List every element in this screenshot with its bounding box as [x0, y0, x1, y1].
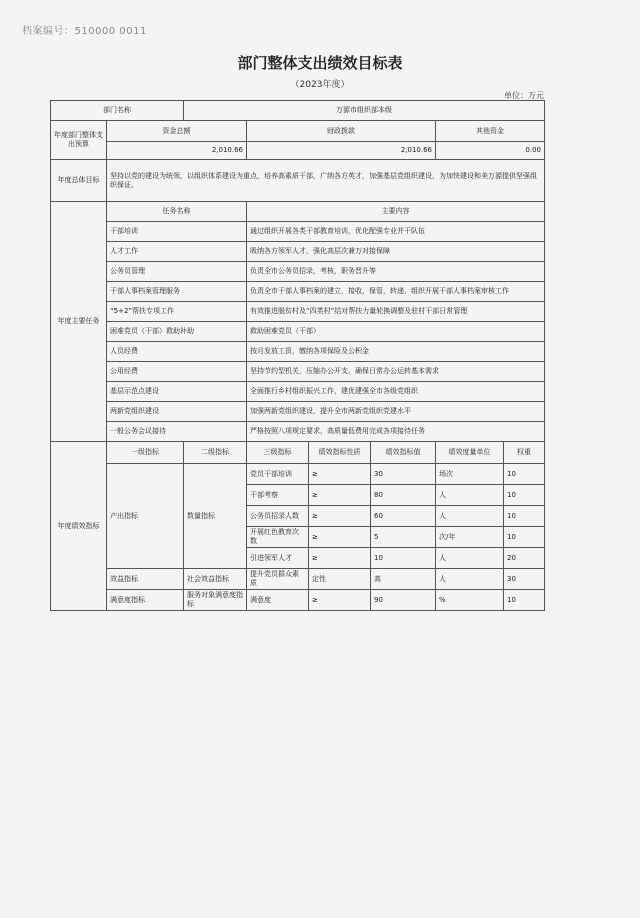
kpi-benefit-l2: 社会效益指标 — [184, 569, 247, 590]
task-row — [51, 222, 545, 242]
kpi-value: 高 — [371, 569, 436, 590]
report-year: （2023年度） — [290, 80, 350, 90]
kpi-nature: ≥ — [309, 527, 371, 548]
task-row — [51, 402, 545, 422]
kpi-weight: 20 — [504, 548, 545, 569]
kpi-unit: 人 — [436, 485, 504, 506]
kpi-value-header: 绩效指标值 — [371, 442, 436, 464]
task-name: 人才工作 — [107, 242, 247, 262]
kpi-value: 5 — [371, 527, 436, 548]
task-row — [51, 382, 545, 402]
kpi-value: 10 — [371, 548, 436, 569]
kpi-value: 30 — [371, 464, 436, 485]
kpi-weight-header: 权重 — [504, 442, 545, 464]
task-content: 救助困难党员（干部） — [247, 322, 545, 342]
kpi-output-l2: 数量指标 — [184, 464, 247, 569]
task-content: 严格按照八项规定要求，高质量低费用完成各项接待任务 — [247, 422, 545, 442]
task-content: 全面推行乡村组织振兴工作，建优建强全市各级党组织 — [247, 382, 545, 402]
budget-total-header: 资金总额 — [107, 121, 247, 142]
dept-label: 部门名称 — [51, 101, 184, 121]
budget-value-row — [51, 142, 545, 160]
kpi-nature: ≥ — [309, 590, 371, 611]
performance-target-table — [50, 100, 545, 611]
task-name-header: 任务名称 — [107, 202, 247, 222]
kpi-output-l1: 产出指标 — [107, 464, 184, 569]
kpi-l3-header: 三级指标 — [247, 442, 309, 464]
kpi-satisfaction-row — [51, 590, 545, 611]
task-row — [51, 302, 545, 322]
dept-value: 万源市组织部本级 — [184, 101, 545, 121]
budget-fiscal-header: 财政拨款 — [247, 121, 436, 142]
goal-row — [51, 160, 545, 202]
kpi-name: 公务员招录人数 — [247, 506, 309, 527]
task-content: 吸纳各方领军人才，强化高层次兼万对接保障 — [247, 242, 545, 262]
kpi-weight: 10 — [504, 506, 545, 527]
task-row — [51, 262, 545, 282]
task-name: 干部人事档案管理服务 — [107, 282, 247, 302]
page-title: 部门整体支出绩效目标表 — [237, 54, 403, 72]
kpi-nature: ≥ — [309, 548, 371, 569]
kpi-unit: 次/年 — [436, 527, 504, 548]
kpi-unit: 人 — [436, 548, 504, 569]
task-name: 公务员管理 — [107, 262, 247, 282]
kpi-header-row — [51, 442, 545, 464]
task-name: 两新党组织建设 — [107, 402, 247, 422]
kpi-unit: 人 — [436, 506, 504, 527]
kpi-weight: 10 — [504, 485, 545, 506]
goal-label: 年度总体目标 — [51, 160, 107, 202]
task-row — [51, 342, 545, 362]
task-content: 负责全市干部人事档案的建立，接收，保管，转递，组织开展干部人事档案审核工作 — [247, 282, 545, 302]
task-name: 干部培训 — [107, 222, 247, 242]
kpi-benefit-l1: 效益指标 — [107, 569, 184, 590]
kpi-weight: 10 — [504, 527, 545, 548]
task-content: 负责全市公务员招录，考核，职务晋升等 — [247, 262, 545, 282]
budget-label: 年度部门整体支出预算 — [51, 121, 107, 160]
kpi-l2-header: 二级指标 — [184, 442, 247, 464]
task-content-header: 主要内容 — [247, 202, 545, 222]
task-content: 按月发放工资，缴纳各项保险及公积金 — [247, 342, 545, 362]
kpi-unit: 场次 — [436, 464, 504, 485]
kpi-nature: ≥ — [309, 506, 371, 527]
task-row — [51, 422, 545, 442]
task-name: “5+2”帮扶专项工作 — [107, 302, 247, 322]
kpi-nature: ≥ — [309, 485, 371, 506]
task-name: 一般公务会议接待 — [107, 422, 247, 442]
kpi-name: 开展红色教育次数 — [247, 527, 309, 548]
task-row — [51, 362, 545, 382]
kpi-value: 90 — [371, 590, 436, 611]
kpi-weight: 30 — [504, 569, 545, 590]
task-row — [51, 242, 545, 262]
kpi-weight: 10 — [504, 590, 545, 611]
task-name: 困难党员（干部）救助补助 — [107, 322, 247, 342]
task-name: 公用经费 — [107, 362, 247, 382]
kpi-unit: 人 — [436, 569, 504, 590]
task-content: 坚持节约型机关，压缩办公开支，确保日常办公运转基本需求 — [247, 362, 545, 382]
kpi-name: 满意度 — [247, 590, 309, 611]
task-row — [51, 282, 545, 302]
kpi-name: 提升党员群众素质 — [247, 569, 309, 590]
task-row — [51, 322, 545, 342]
kpi-name: 党员干部培训 — [247, 464, 309, 485]
task-name: 基层示范点建设 — [107, 382, 247, 402]
kpi-benefit-row — [51, 569, 545, 590]
budget-header-row — [51, 121, 545, 142]
document-number: 档案编号：510000 0011 — [22, 26, 147, 37]
kpi-nature: 定性 — [309, 569, 371, 590]
kpi-satisfaction-l2: 服务对象满意度指标 — [184, 590, 247, 611]
budget-fiscal-value: 2,010.66 — [247, 142, 436, 160]
kpi-label: 年度绩效指标 — [51, 442, 107, 611]
kpi-value: 60 — [371, 506, 436, 527]
budget-other-value: 0.00 — [436, 142, 545, 160]
task-header-row — [51, 202, 545, 222]
kpi-value: 80 — [371, 485, 436, 506]
kpi-nature: ≥ — [309, 464, 371, 485]
budget-total-value: 2,010.66 — [107, 142, 247, 160]
kpi-name: 干部考察 — [247, 485, 309, 506]
task-name: 人员经费 — [107, 342, 247, 362]
kpi-satisfaction-l1: 满意度指标 — [107, 590, 184, 611]
task-content: 加强两新党组织建设，提升全市两新党组织党建水平 — [247, 402, 545, 422]
kpi-l1-header: 一级指标 — [107, 442, 184, 464]
kpi-nature-header: 绩效指标性质 — [309, 442, 371, 464]
kpi-name: 引进领军人才 — [247, 548, 309, 569]
tasks-label: 年度主要任务 — [51, 202, 107, 442]
task-content: 通过组织开展各类干部教育培训，优化配强专业并干队伍 — [247, 222, 545, 242]
goal-text: 坚持以党的建设为统领，以组织体系建设为重点，培养高素质干部，广纳各方英才，加强基层党组织建设，为加快建设和美万源提供坚强组织保证。 — [107, 160, 545, 202]
kpi-weight: 10 — [504, 464, 545, 485]
dept-row — [51, 101, 545, 121]
unit-label: 单位：万元 — [504, 91, 544, 100]
budget-other-header: 其他资金 — [436, 121, 545, 142]
task-content: 有效推进脱贫村及“四类村”结对帮扶力量轮换调整及驻村干部日常管理 — [247, 302, 545, 322]
kpi-unit: % — [436, 590, 504, 611]
kpi-row — [51, 464, 545, 485]
kpi-unit-header: 绩效度量单位 — [436, 442, 504, 464]
